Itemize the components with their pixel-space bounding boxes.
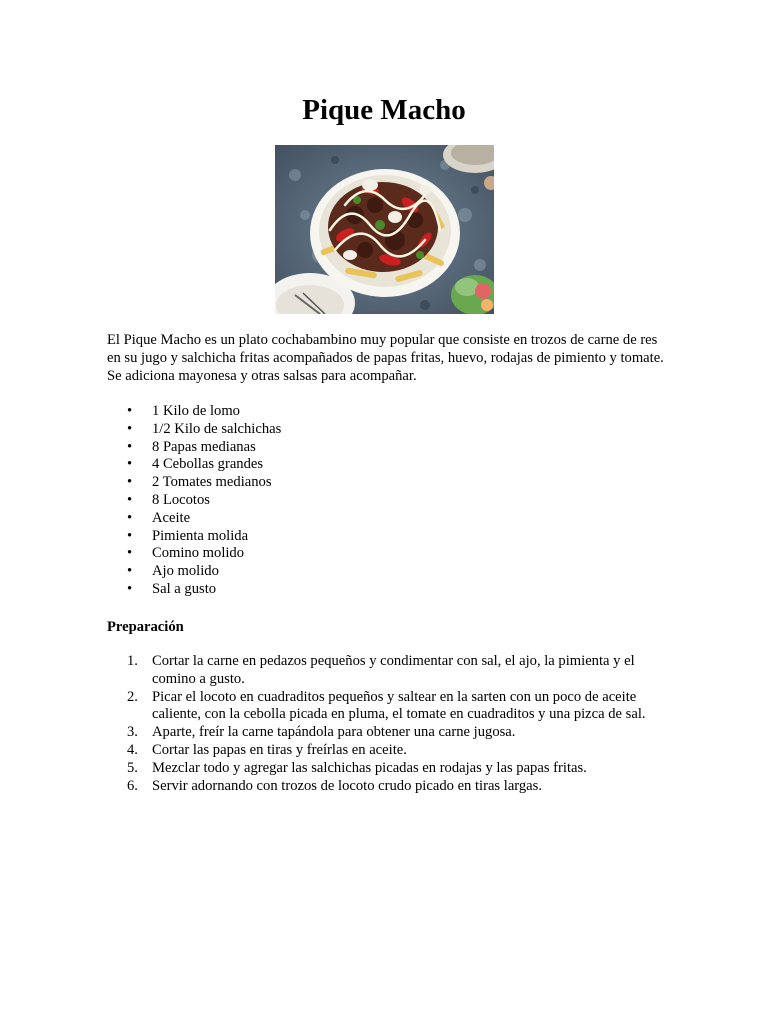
step-text: Cortar las papas en tiras y freírlas en aceite. [152,741,407,758]
preparation-heading: Preparación [107,619,184,635]
step-text: Mezclar todo y agregar las salchichas picadas en rodajas y las papas fritas. [152,759,587,776]
step-number: 6. [127,777,138,794]
ingredient-list [107,403,667,599]
step-number: 2. [127,688,138,705]
intro-paragraph: El Pique Macho es un plato cochabambino muy popular que consiste en trozos de carne de res en su jugo y salchicha fritas acompañados de papas fritas, huevo, rodajas de pimiento y tomate. Se adiciona mayonesa y otras salsas para acompañar. [107,332,664,384]
step-item [107,689,667,725]
list-item: • Aceite [107,510,667,528]
list-item: • Sal a gusto [107,581,667,599]
preparation-steps [107,653,667,795]
page-title: Pique Macho [302,94,466,126]
list-item: • Pimienta molida [107,528,667,546]
step-number: 3. [127,724,138,741]
list-item: • 2 Tomates medianos [107,474,667,492]
list-item: • 8 Papas medianas [107,439,667,457]
step-item [107,724,667,742]
step-text: Picar el locoto en cuadraditos pequeños y saltear en la sarten con un poco de aceite caliente, con la cebolla picada en pluma, el tomate en cuadraditos y una pizca de sal. [152,688,646,723]
list-item: • Ajo molido [107,563,667,581]
step-number: 4. [127,741,138,758]
step-text: Aparte, freír la carne tapándola para obtener una carne jugosa. [152,724,516,741]
step-item [107,760,667,778]
step-item [107,742,667,760]
step-item [107,778,667,796]
step-number: 1. [127,653,138,669]
pique-macho-photo [275,145,494,314]
step-text: Servir adornando con trozos de locoto crudo picado en tiras largas. [152,777,542,794]
list-item: • Comino molido [107,545,667,563]
list-item: • 4 Cebollas grandes [107,456,667,474]
list-item: • 1/2 Kilo de salchichas [107,421,667,439]
list-item: • 1 Kilo de lomo [107,403,667,421]
list-item: • 8 Locotos [107,492,667,510]
step-item [107,653,667,689]
step-text: Cortar la carne en pedazos pequeños y condimentar con sal, el ajo, la pimienta y el comino a gusto. [152,653,635,687]
step-number: 5. [127,759,138,776]
